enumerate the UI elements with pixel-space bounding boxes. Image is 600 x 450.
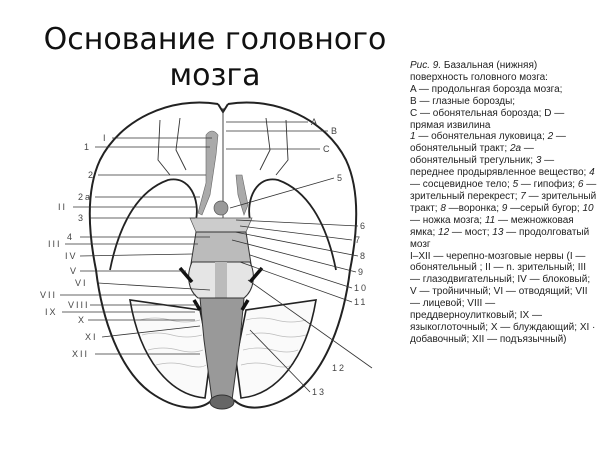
label-X: X bbox=[78, 315, 87, 325]
label-XI: XI bbox=[85, 332, 98, 342]
caption-nerves: I–XII — черепно-мозговые нервы (I —обонятельный ; II — n. зрительный; III — глазодвигательный; IV — блоковый; V — тройничный; VI — отводящий; VII — лицевой; VIII — преддверноулитковый; IX — языкоглоточный; X — блуждающий; XI · добавочный; XII — подъязычный) bbox=[410, 250, 596, 345]
label-A: A bbox=[311, 117, 320, 127]
pons bbox=[189, 262, 254, 298]
label-VII: VII bbox=[40, 290, 58, 300]
label-VIII: VIII bbox=[68, 300, 90, 310]
label-B: B bbox=[331, 126, 340, 136]
label-7: 7 bbox=[355, 235, 363, 245]
label-9: 9 bbox=[358, 267, 366, 277]
title-line-2: мозга bbox=[169, 58, 261, 93]
caption-letter-a: A — продольнгая борозда мозга; bbox=[410, 83, 563, 95]
label-3: 3 bbox=[78, 213, 86, 223]
caption-numbered: 1 — обонятельная луковица; 2 — обонятельный тракт; 2a — обонятельный трегульник; 3 — переднее продырявленное вещество; 4 — сосцевидное тело; 5 — гипофиз; 6 — зрительный перекрест; 7 — зрительный тракт; 8 —воронка; 9 —серый бугор; 10 — ножка мозга; 11 — межножковая ямка; 12 — мост; 13 — продолговатый мозг bbox=[410, 131, 597, 250]
label-II: II bbox=[58, 202, 68, 212]
label-8: 8 bbox=[360, 251, 368, 261]
label-V: V bbox=[70, 266, 79, 276]
label-I: I bbox=[103, 133, 108, 143]
label-1: 1 bbox=[84, 142, 92, 152]
title-line-1: Основание головного bbox=[43, 22, 387, 57]
label-2: 2 bbox=[88, 170, 96, 180]
label-VI: VI bbox=[75, 278, 88, 288]
label-4: 4 bbox=[67, 232, 75, 242]
label-11: 11 bbox=[354, 297, 368, 307]
label-III: III bbox=[48, 239, 62, 249]
label-5: 5 bbox=[337, 173, 345, 183]
label-2a: 2a bbox=[78, 192, 93, 202]
label-12: 12 bbox=[332, 363, 347, 373]
medulla-oblongata bbox=[200, 298, 244, 409]
label-6: 6 bbox=[360, 221, 368, 231]
caption-letter-b: B — глазные борозды; bbox=[410, 95, 516, 107]
right-labels bbox=[311, 117, 368, 397]
caption-intro: Базальная (нижняя) поверхность головного мозга: bbox=[410, 60, 548, 83]
caption-fig-ref: Рис. 9. bbox=[410, 60, 442, 71]
figure-caption bbox=[410, 60, 598, 346]
label-13: 13 bbox=[312, 387, 327, 397]
label-XII: XII bbox=[72, 349, 90, 359]
label-IX: IX bbox=[45, 307, 58, 317]
label-IV: IV bbox=[65, 251, 78, 261]
caption-letter-c: C — обонятельная борозда; D — прямая извилина bbox=[410, 107, 565, 131]
label-10: 10 bbox=[354, 283, 369, 293]
label-C: C bbox=[323, 144, 332, 154]
